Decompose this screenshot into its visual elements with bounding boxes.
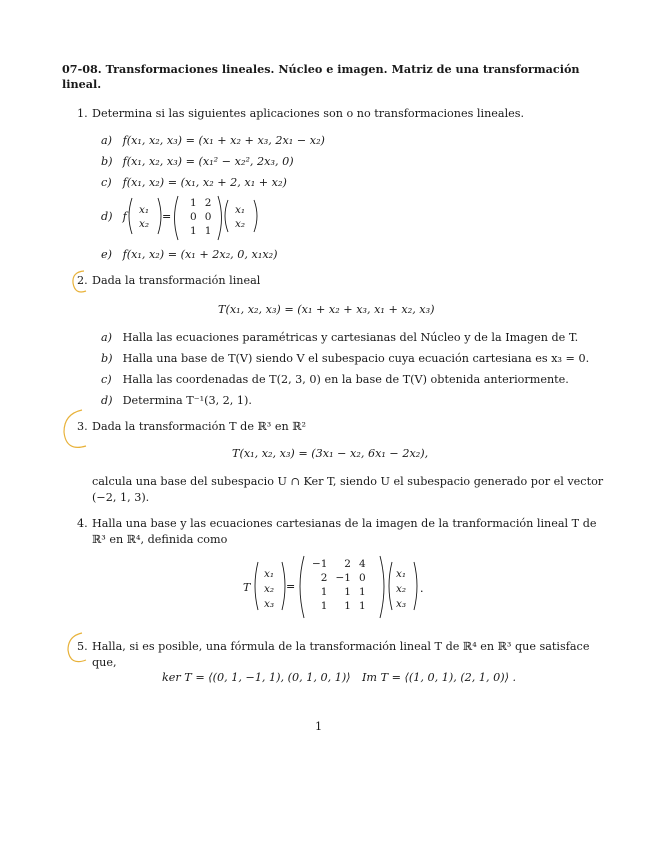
problem-1b xyxy=(101,154,294,169)
d-matrix xyxy=(186,196,215,238)
problem-3-text: Dada la transformación T de ℝ³ en ℝ² xyxy=(92,420,306,433)
item-label: b) xyxy=(101,352,113,365)
item-label: a) xyxy=(101,134,113,147)
matrix-cell: 1 xyxy=(320,600,328,612)
matrix-cell: 0 xyxy=(190,211,197,223)
item-expr: f(x₁, x₂) = (x₁ + 2x₂, 0, x₁x₂) xyxy=(122,248,278,261)
problem-2-formula: T(x₁, x₂, x₃) = (x₁ + x₂ + x₃, x₁ + x₂, x₃) xyxy=(218,303,435,316)
problem-3-line1: calcula una base del subespacio U ∩ Ker T, siendo U el subespacio generado por el vector xyxy=(92,475,604,488)
p4-vec-right xyxy=(396,567,406,612)
item-expr: f(x₁, x₂, x₃) = (x₁² − x₂², 2x₃, 0) xyxy=(122,155,294,168)
problem-1e xyxy=(101,247,277,262)
matrix-cell: 4 xyxy=(358,558,366,570)
matrix-cell: 1 xyxy=(190,197,197,209)
matrix-cell: 1 xyxy=(344,600,351,612)
item-label: a) xyxy=(101,331,113,344)
item-expr: f(x₁, x₂) = (x₁, x₂ + 2, x₁ + x₂) xyxy=(122,176,287,189)
matrix-cell: 1 xyxy=(358,600,366,612)
problem-5-ker: ker T = ⟨(0, 1, −1, 1), (0, 1, 0, 1)⟩ xyxy=(162,671,351,684)
page-number: 1 xyxy=(315,720,323,733)
problem-2d xyxy=(101,393,252,408)
p4-matrix xyxy=(308,557,370,613)
p4-vec-left xyxy=(264,567,274,612)
problem-3-formula: T(x₁, x₂, x₃) = (3x₁ − x₂, 6x₁ − 2x₂), xyxy=(232,447,429,460)
matrix-cell: 2 xyxy=(344,558,351,570)
problem-5-line1: Halla, si es posible, una fórmula de la transformación lineal T de ℝ⁴ en ℝ³ que satisface xyxy=(92,640,590,653)
problem-2a xyxy=(101,330,578,345)
matrix-cell: 0 xyxy=(358,572,366,584)
item-label: b) xyxy=(101,155,113,168)
matrix-cell: −1 xyxy=(312,558,328,570)
matrix-cell: 1 xyxy=(204,225,212,237)
d-vec-left xyxy=(139,203,149,231)
matrix-cell: −1 xyxy=(335,572,351,584)
vec-entry: x₂ xyxy=(139,218,150,230)
item-text: Determina T⁻¹(3, 2, 1). xyxy=(122,394,252,407)
vec-entry: x₃ xyxy=(396,598,407,610)
matrix-cell: 1 xyxy=(358,586,366,598)
problem-1a xyxy=(101,133,325,148)
problem-4-line1: Halla una base y las ecuaciones cartesianas de la imagen de la tranformación lineal T de xyxy=(92,517,597,530)
page-title: 07-08. Transformaciones lineales. Núcleo e imagen. Matriz de una transformación lineal. xyxy=(62,62,580,91)
matrix-cell: 1 xyxy=(190,225,197,237)
vec-entry: x₂ xyxy=(264,583,275,595)
problem-2c xyxy=(101,372,569,387)
problem-1c xyxy=(101,175,287,190)
matrix-cell: 0 xyxy=(204,211,212,223)
matrix-cell: 2 xyxy=(320,572,328,584)
vec-entry: x₁ xyxy=(235,204,246,216)
problem-1d xyxy=(101,209,127,224)
problem-4-T: T xyxy=(243,581,251,594)
item-expr: f(x₁, x₂, x₃) = (x₁ + x₂ + x₃, 2x₁ − x₂) xyxy=(122,134,325,147)
matrix-cell: 2 xyxy=(204,197,212,209)
svg-text:=: = xyxy=(286,580,296,593)
d-vec-right xyxy=(235,203,245,231)
vec-entry: x₁ xyxy=(139,204,150,216)
item-label: e) xyxy=(101,248,112,261)
item-text: Halla las coordenadas de T(2, 3, 0) en la base de T(V) obtenida anteriormente. xyxy=(122,373,569,386)
problem-5-line2: que, xyxy=(92,656,117,669)
item-label: c) xyxy=(101,373,112,386)
item-expr-prefix: f xyxy=(122,210,127,223)
problem-2-number: 2. xyxy=(77,274,88,287)
problem-1-text: Determina si las siguientes aplicaciones son o no transformaciones lineales. xyxy=(92,107,525,120)
matrix-cell: 1 xyxy=(344,586,351,598)
svg-text:.: . xyxy=(420,582,424,595)
problem-3-number: 3. xyxy=(77,420,88,433)
vec-entry: x₁ xyxy=(396,568,407,580)
vec-entry: x₂ xyxy=(396,583,407,595)
problem-4-line2: ℝ³ en ℝ⁴, definida como xyxy=(92,533,228,546)
svg-text:=: = xyxy=(162,210,172,223)
item-label: d) xyxy=(101,394,113,407)
problem-5-number: 5. xyxy=(77,640,88,653)
vec-entry: x₃ xyxy=(264,598,275,610)
problem-5-im: Im T = ⟨(1, 0, 1), (2, 1, 0)⟩ . xyxy=(362,671,517,684)
matrix-cell: 1 xyxy=(320,586,328,598)
problem-2b xyxy=(101,351,589,366)
item-label: d) xyxy=(101,210,113,223)
problem-3-line2: (−2, 1, 3). xyxy=(92,491,150,504)
problem-1-number: 1. xyxy=(77,107,88,120)
vec-entry: x₂ xyxy=(235,218,246,230)
item-text: Halla una base de T(V) siendo V el subespacio cuya ecuación cartesiana es x₃ = 0. xyxy=(122,352,590,365)
vec-entry: x₁ xyxy=(264,568,275,580)
problem-2-text: Dada la transformación lineal xyxy=(92,274,261,287)
item-label: c) xyxy=(101,176,112,189)
problem-4-number: 4. xyxy=(77,517,88,530)
item-text: Halla las ecuaciones paramétricas y cartesianas del Núcleo y de la Imagen de T. xyxy=(122,331,579,344)
